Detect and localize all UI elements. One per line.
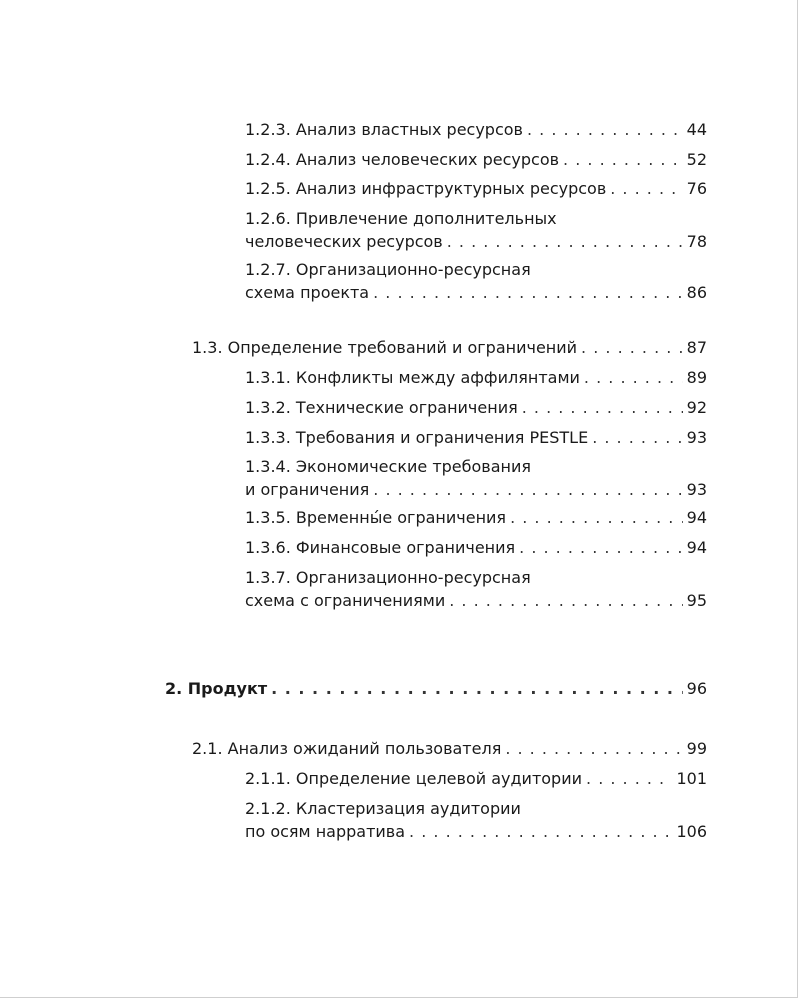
toc-title: 2. Продукт <box>165 679 268 698</box>
toc-page-number: 94 <box>686 538 707 557</box>
toc-title: 2.1.1. Определение целевой аудитории <box>245 769 583 788</box>
toc-title-continued: человеческих ресурсов <box>245 232 443 251</box>
toc-entry-1-2-4[interactable] <box>245 148 707 171</box>
toc-entry-1-3-2[interactable] <box>245 396 707 419</box>
leader-dots <box>447 230 683 253</box>
toc-page-number: 44 <box>686 120 707 139</box>
leader-dots <box>586 767 672 790</box>
toc-page-number: 96 <box>686 679 707 698</box>
toc-title: 1.2.7. Организационно-ресурсная <box>245 260 531 279</box>
toc-entry-2-1-2[interactable] <box>245 797 707 843</box>
toc-entry-1-2-3[interactable] <box>245 118 707 141</box>
toc-page-number: 52 <box>686 150 707 169</box>
toc-entry-1-3-3[interactable] <box>245 426 707 449</box>
leader-dots <box>563 148 683 171</box>
toc-page-number: 86 <box>686 283 707 302</box>
toc-title-continued: и ограничения <box>245 480 370 499</box>
toc-title: 2.1. Анализ ожиданий пользователя <box>192 739 502 758</box>
toc-title: 1.2.3. Анализ властных ресурсов <box>245 120 523 139</box>
leader-dots <box>409 820 672 843</box>
leader-dots <box>271 677 683 700</box>
leader-dots <box>373 478 682 501</box>
toc-entry-1-3-7[interactable] <box>245 566 707 612</box>
toc-entry-1-3-4[interactable] <box>245 455 707 501</box>
leader-dots <box>581 336 683 359</box>
toc-page-number: 93 <box>686 428 707 447</box>
toc-entry-1-3-5[interactable] <box>245 506 707 529</box>
toc-page-number: 95 <box>686 591 707 610</box>
toc-title: 1.3.1. Конфликты между аффилянтами <box>245 368 580 387</box>
leader-dots <box>610 177 682 200</box>
toc-title: 1.2.4. Анализ человеческих ресурсов <box>245 150 560 169</box>
toc-title: 1.3.7. Организационно-ресурсная <box>245 568 531 587</box>
toc-page-number: 89 <box>686 368 707 387</box>
toc-title: 1.3.2. Технические ограничения <box>245 398 518 417</box>
leader-dots <box>519 536 682 559</box>
toc-title: 1.3.4. Экономические требования <box>245 457 532 476</box>
toc-page-number: 92 <box>686 398 707 417</box>
toc-title: 1.2.5. Анализ инфраструктурных ресурсов <box>245 179 607 198</box>
toc-title-continued: схема с ограничениями <box>245 591 446 610</box>
toc-page-number: 93 <box>686 480 707 499</box>
toc-entry-1-3-6[interactable] <box>245 536 707 559</box>
leader-dots <box>527 118 683 141</box>
toc-entry-1-3[interactable] <box>192 336 707 359</box>
toc-page-number: 94 <box>686 508 707 527</box>
leader-dots <box>505 737 682 760</box>
toc-entry-1-2-7[interactable] <box>245 258 707 304</box>
toc-page-number: 101 <box>676 769 707 788</box>
leader-dots <box>522 396 683 419</box>
leader-dots <box>449 589 682 612</box>
toc-page-number: 76 <box>686 179 707 198</box>
toc-title: 1.3. Определение требований и ограничений <box>192 338 578 357</box>
leader-dots <box>373 281 683 304</box>
toc-entry-1-3-1[interactable] <box>245 366 707 389</box>
toc-title: 1.3.5. Временны́е ограничения <box>245 508 507 527</box>
leader-dots <box>592 426 682 449</box>
toc-title-continued: по осям нарратива <box>245 822 406 841</box>
toc-title: 2.1.2. Кластеризация аудитории <box>245 799 521 818</box>
toc-page-number: 106 <box>676 822 707 841</box>
toc-page-number: 99 <box>686 739 707 758</box>
toc-entry-1-2-5[interactable] <box>245 177 707 200</box>
toc-title-continued: схема проекта <box>245 283 370 302</box>
leader-dots <box>510 506 683 529</box>
toc-title: 1.2.6. Привлечение дополнительных <box>245 209 557 228</box>
leader-dots <box>584 366 683 389</box>
toc-title: 1.3.3. Требования и ограничения PESTLE <box>245 428 589 447</box>
toc-entry-2-1[interactable] <box>192 737 707 760</box>
toc-entry-1-2-6[interactable] <box>245 207 707 253</box>
toc-entry-2[interactable] <box>165 677 707 700</box>
toc-page-number: 78 <box>686 232 707 251</box>
toc-entry-2-1-1[interactable] <box>245 767 707 790</box>
toc-title: 1.3.6. Финансовые ограничения <box>245 538 516 557</box>
toc-page-number: 87 <box>686 338 707 357</box>
